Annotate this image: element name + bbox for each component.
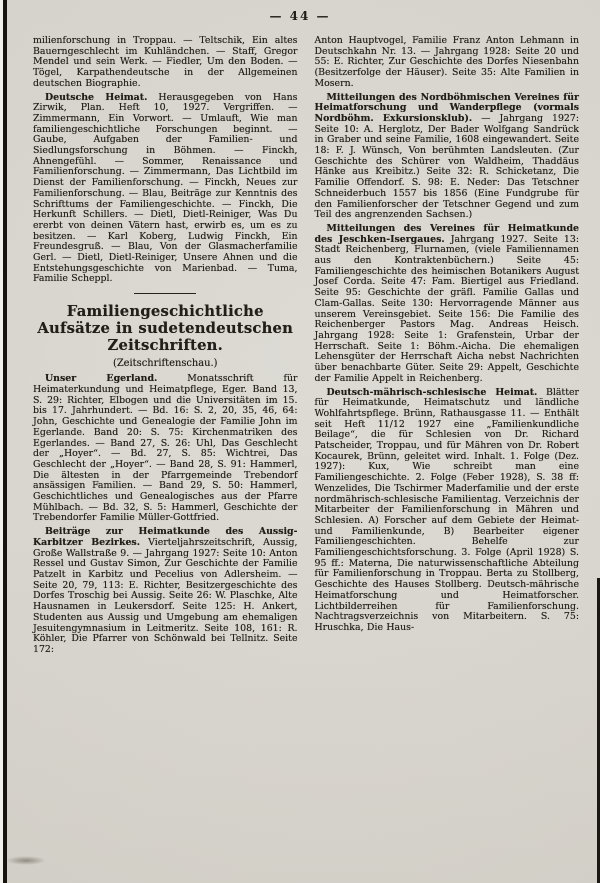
right-column — [315, 36, 580, 656]
page-number: — 44 — — [269, 9, 331, 23]
scan-smudge — [6, 856, 46, 865]
journal-title: Mitteilungen des Nordböhmischen Vereines für Heimatforschung und Wanderpflege (vormals Nordböhm. Exkursionsklub). — [314, 91, 579, 124]
scan-edge-line-left — [3, 0, 7, 883]
journal-entry — [33, 93, 298, 286]
paragraph-continuation — [315, 36, 580, 90]
paragraph-text: Anton Hauptvogel, Familie Franz Anton Lehmann in Deutschkahn Nr. 13. — Jahrgang 1928: Seite 20 und 55: E. Richter, Zur Geschichte des Dorfes Niesenbahn (Besitzerfolge der Häuser). Seite 35: Alte Familien in Mosern. — [314, 35, 579, 89]
journal-entry — [33, 527, 298, 655]
section-divider — [134, 293, 196, 294]
journal-entry — [315, 388, 580, 634]
paragraph-text: Jahrgang 1927. Seite 13: Stadt Reichenberg, Flurnamen, (viele Familiennamen aus den Kontraktenbüchern.) Seite 45: Familiengeschichte des heimischen Botanikers August Josef Corda. Seite 47: Fam. Biertigel aus Friedland. Seite 95: Geschichte der gräfl. Familie Gallas und Clam-Gallas. Seite 130: Hervorragende Männer aus unserem Vereinsgebiet. Seite 156: Die Familie des Reichenberger Pastors Mag. Andreas Heisch. Jahrgang 1928: Seite 1: Grafenstein, Urbar der Herrschaft. Seite 1: Böhm.-Aicha. Die ehemaligen Lehensgüter der Herrschaft Aicha nebst Nachrichten über benachbarte Güter. Seite 29: Appelt, Geschichte der Familie Appelt in Reichenberg. — [314, 233, 579, 384]
paragraph-text: Vierteljahrszeitschrift, Aussig, Große Wallstraße 9. — Jahrgang 1927: Seite 10: Anton Ressel und Gustav Simon, Zur Geschichte der Familie Patzelt in Karbitz und Pecelius von Adlersheim. — Seite 20, 79, 113: E. Richter, Besitzergeschichte des Dorfes Troschig bei Aussig. Seite 26: W. Plaschke, Alte Hausnamen in Leukersdorf. Seite 125: H. Ankert, Studenten aus Aussig und Umgebung am ehemaligen Jesuitengymnasium in Leitmeritz. Seite 108, 161: R. Köhler, Die Pfarrer von Schönwald bei Tellnitz. Seite 172: — [33, 536, 298, 655]
paragraph-continuation — [33, 36, 298, 90]
paragraph-text: Herausgegeben von Hans Zirwik, Plan. Heft 10, 1927. Vergriffen. — Zimmermann, Ein Vorwort. — Umlauft, Wie man familiengeschichtliche Forschungen beginnt. — Gaube, Aufgaben der Familien- und Siedlungsforschung in Böhmen. — Finckh, Ahnengefühl. — Sommer, Renaissance und Familienforschung. — Zimmermann, Das Lichtbild im Dienst der Familienforschung. — Finckh, Neues zur Familienforschung. — Blau, Beiträge zur Kenntnis des Schrifttums der Familiengeschichte. — Finckh, Die Herkunft Schillers. — Dietl, Dietl-Reiniger, Was Du ererbt von deinen Vätern hast, erwirb es, um es zu besitzen. — Karl Koberg, Ludwig Finckh, Ein Freundesgruß. — Blau, Von der Glasmacherfamilie Gerl. — Dietl, Dietl-Reiniger, Unsere Ahnen und die Entstehungsgeschichte von Marienbad. — Tuma, Familie Scheppl. — [33, 91, 298, 285]
journal-title: Beiträge zur Heimatkunde des Aussig-Karbitzer Bezirkes. — [33, 526, 298, 548]
section-heading: Familiengeschichtliche Aufsätze in sudetendeutschen Zeitschriften. — [37, 303, 294, 355]
journal-entry — [33, 374, 298, 524]
journal-title: Deutsche Heimat. — [45, 91, 148, 103]
two-column-text-block — [0, 23, 600, 656]
paragraph-text: Blätter für Heimatkunde, Heimatschutz und ländliche Wohlfahrtspflege. Brünn, Rathausgasse 11. — Enthält seit Heft 11/12 1927 eine „Familienkundliche Beilage“, die für Schlesien von Dr. Richard Patscheider, Troppau, und für Mähren von Dr. Robert Kocaurek, Brünn, geleitet wird. Inhalt. 1. Folge (Dez. 1927): Kux, Wie schreibt man eine Familiengeschichte. 2. Folge (Feber 1928), S. 38 ff: Wenzelides, Die Tschirmer Maderfamilie und der erste nordmährisch-schlesische Familientag. Verzeichnis der Mitarbeiter der Familienforschung in Mähren und Schlesien. A) Forscher auf dem Gebiete der Heimat- und Familienkunde, B) Bearbeiter eigener Familiengeschichten. Behelfe zur Familiengeschichtsforschung. 3. Folge (April 1928) S. 95 ff.: Materna, Die naturwissenschaftliche Abteilung für Familienforschung in Troppau. Berta zu Stollberg, Geschichte des Hauses Stollberg. Deutsch-mährische Heimatforschung und Heimatforscher. Lichtbilderreihen für Familienforschung. Nachtragsverzeichnis von Mitarbeitern. S. 75: Hruschka, Die Haus- — [314, 386, 579, 633]
section-subheading: (Zeitschriftenschau.) — [112, 357, 218, 369]
paragraph-text: milienforschung in Troppau. — Teltschik, Ein altes Bauerngeschlecht im Kuhländchen. — Staff, Gregor Mendel und sein Werk. — Fiedler, Um den Boden. — Tögel, Karpathendeutsche in der Allgemeinen deutschen Biographie. — [33, 35, 298, 89]
paragraph-text: Monatsschrift für Heimaterkundung und Heimatpflege, Eger. Band 13, S. 29: Richter, Elbogen und die Universitäten im 15. bis 17. Jahrhundert. — Bd. 16: S. 2, 20, 35, 46, 64: John, Geschichte und Genealogie der Familie John im Egerlande. Band 20: S. 75: Kirchenmatriken des Egerlandes. — Band 27, S. 26: Uhl, Das Geschlecht der „Hoyer“. — Bd. 27, S. 85: Wichtrei, Das Geschlecht der „Hoyer“. — Band 28, S. 91: Hammerl, Die ältesten in der Pfarrgemeinde Trebendorf ansässigen Familien. — Band 29, S. 50: Hammerl, Geschichtliches und Genealogisches aus der Pfarre Mühlbach. — Bd. 32, S. 5: Hammerl, Geschichte der Trebendorfer Familie Müller-Gottfried. — [33, 373, 298, 524]
journal-title: Deutsch-mährisch-schlesische Heimat. — [326, 386, 538, 398]
journal-entry — [315, 224, 580, 385]
journal-title: Mitteilungen des Vereines für Heimatkunde des Jeschken-Isergaues. — [314, 222, 579, 245]
journal-entry — [315, 93, 580, 221]
left-column — [33, 36, 298, 656]
journal-title: Unser Egerland. — [45, 373, 158, 385]
paragraph-text: — Jahrgang 1927: Seite 10: A. Herglotz, Der Bader Wolfgang Sandrück in Graber und seine Familie, 1608 eingewandert. Seite 18: F. J. Wünsch, Von berühmten Landsleuten. (Zur Geschichte des Schürer von Waldheim, Thaddäus Hänke aus Kreibitz.) Seite 32: R. Schicketanz, Die Familie Offendorf. S. 98: E. Neder: Das Tetschner Schneiderbuch 1557 bis 1856 (Eine Fundgrube für den Familienforscher der Tetschner Gegend und zum Teil des angrenzenden Sachsen.) — [314, 112, 579, 221]
